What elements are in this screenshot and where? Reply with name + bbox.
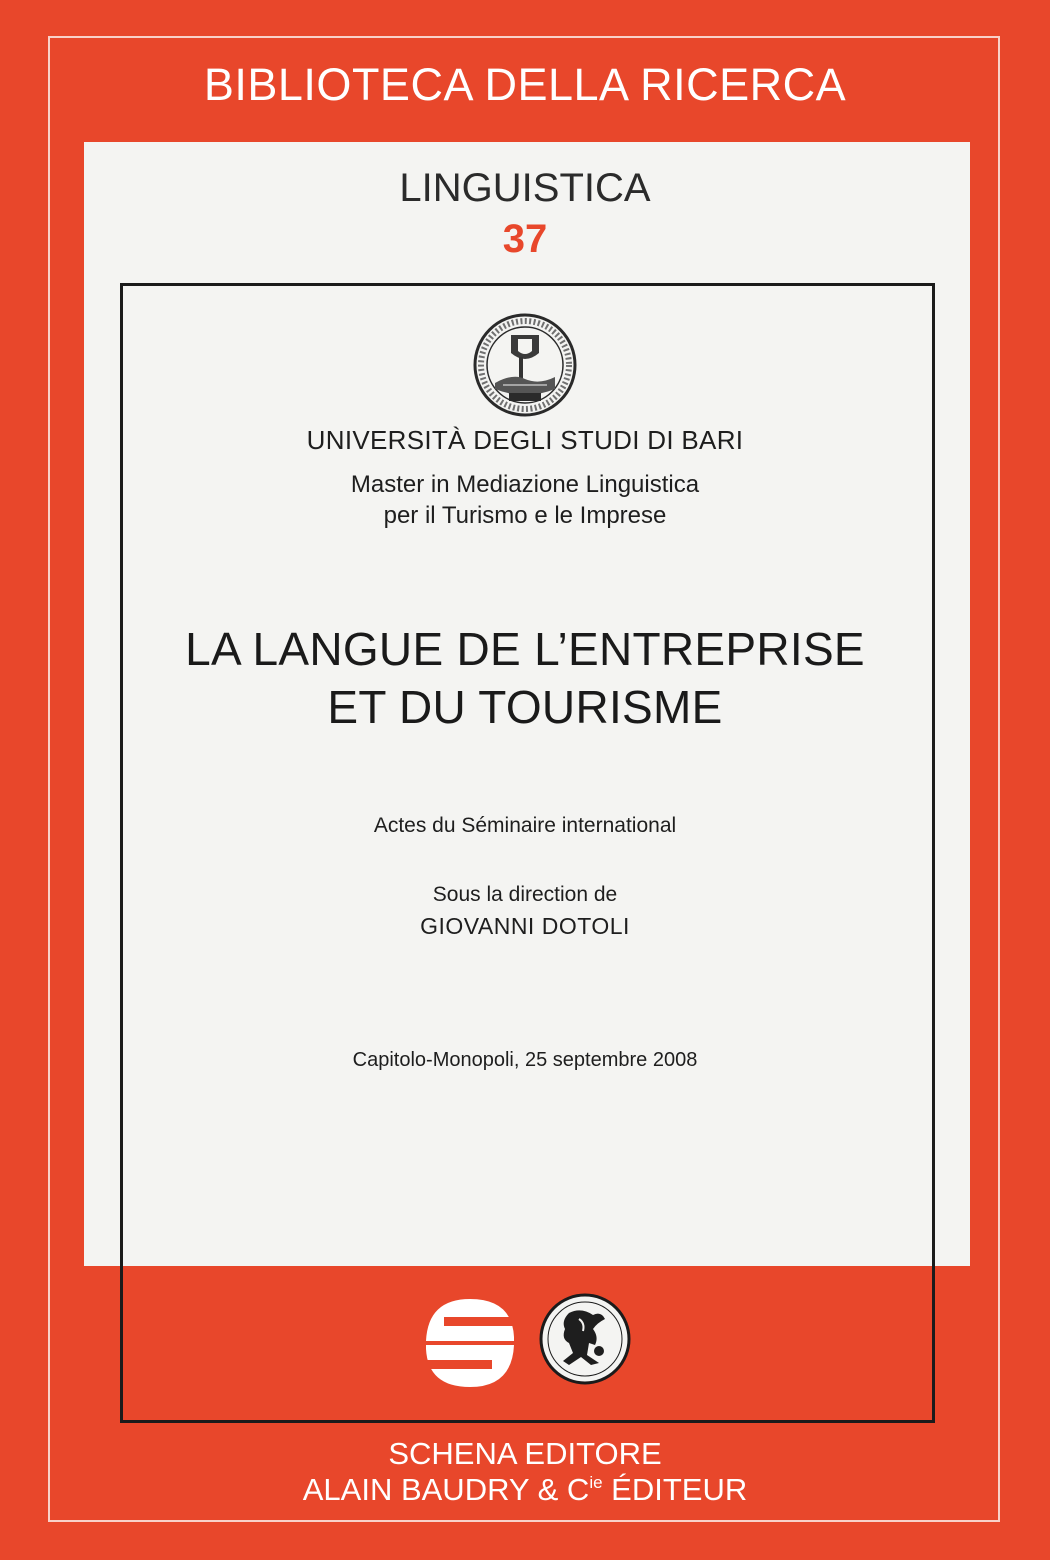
university-seal-icon: [473, 313, 577, 417]
master-program-line-1: Master in Mediazione Linguistica: [350, 471, 700, 498]
series-title: BIBLIOTECA DELLA RICERCA: [203, 59, 847, 110]
publisher-line-2-end: ÉDITEUR: [602, 1472, 748, 1507]
university-name: UNIVERSITÀ DEGLI STUDI DI BARI: [306, 425, 744, 455]
book-title-line-1: LA LANGUE DE L’ENTREPRISE: [185, 623, 865, 675]
subtitle: Actes du Séminaire international: [373, 814, 677, 837]
direction-label: Sous la direction de: [432, 883, 618, 906]
place-date: Capitolo-Monopoli, 25 septembre 2008: [352, 1049, 698, 1071]
publisher-block: [0, 1436, 1050, 1508]
publisher-line-2-sup: ie: [589, 1473, 603, 1492]
master-program: [0, 469, 1050, 531]
publisher-line-1: SCHENA EDITORE: [388, 1436, 662, 1471]
master-program-line-2: per il Turismo e le Imprese: [383, 502, 667, 529]
schena-logo-icon: [424, 1297, 516, 1389]
book-title: [0, 620, 1050, 736]
subseries-title: LINGUISTICA: [399, 166, 651, 210]
volume-number: 37: [502, 217, 548, 261]
editor-name: GIOVANNI DOTOLI: [420, 913, 630, 939]
baudry-coin-logo-icon: [539, 1293, 631, 1385]
publisher-line-2-main: ALAIN BAUDRY & C: [302, 1472, 590, 1507]
book-title-line-2: ET DU TOURISME: [327, 681, 723, 733]
publisher-line-2: [0, 1472, 1050, 1508]
